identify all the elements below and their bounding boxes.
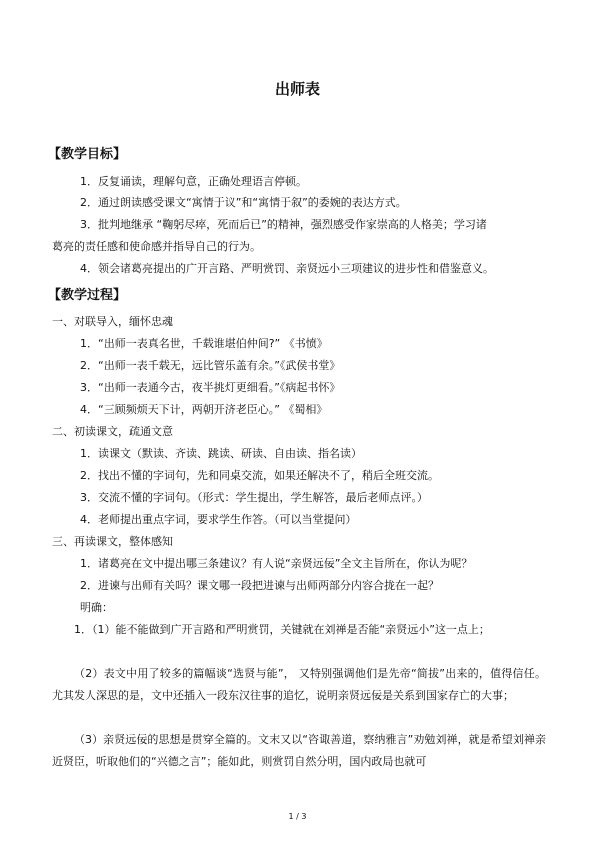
section-heading-goals: 【教学目标】 [48, 147, 127, 162]
goal-item: 2．通过朗读感受课文“寓情于议”和“寓情于叙”的委婉的表达方式。 [80, 196, 407, 209]
goal-item: 4．领会诸葛亮提出的广开言路、严明赏罚、亲贤远小三项建议的进步性和借鉴意义。 [80, 262, 494, 275]
couplet-item: 4．“三顾频烦天下计，两朝开济老臣心。” 《蜀相》 [80, 403, 328, 416]
clarify-label: 明确： [80, 601, 113, 614]
answer-paragraph: （2）表文中用了较多的篇幅谈“选贤与能”， 又特别强调他们是先帝“简拔”出来的，值得信任。尤其发人深思的是，文中还插入一段东汉往事的追忆，说明亲贤远佞是关系到国家存亡的大事； [52, 667, 546, 702]
reading-item: 4．老师提出重点字词，要求学生作答。（可以当堂提问） [80, 513, 357, 526]
section-heading-process: 【教学过程】 [48, 288, 127, 303]
page-number: 1 / 3 [288, 812, 307, 821]
reading-item: 2．找出不懂的字词句，先和同桌交流，如果还解决不了，稍后全班交流。 [80, 469, 439, 482]
goal-item: 1．反复诵读，理解句意，正确处理语言停顿。 [80, 175, 307, 188]
goal-item-continuation: 葛亮的责任感和使命感并指导自己的行为。 [52, 240, 261, 253]
question-item: 1．诸葛亮在文中提出哪三条建议？有人说“亲贤远佞”全文主旨所在，你认为呢？ [80, 557, 473, 570]
answer-paragraph: 1．（1）能不能做到广开言路和严明赏罚，关键就在刘禅是否能“亲贤远小”这一点上； [74, 623, 490, 636]
couplet-item: 2．“出师一表千载无，远比管乐盖有余。”《武侯书堂》 [80, 359, 341, 372]
couplet-item: 3．“出师一表通今古，夜半挑灯更细看。”《病起书怀》 [80, 381, 341, 394]
reading-item: 1．读课文（默读、齐读、跳读、研读、自由读、指名读） [80, 447, 362, 460]
part-title: 二、初读课文，疏通文意 [52, 425, 173, 438]
couplet-item: 1．“出师一表真名世，千载谁堪伯仲间?” 《书愤》 [80, 337, 328, 350]
goal-item: 3．批判地继承 “鞠躬尽瘁，死而后已”的精神，强烈感受作家崇高的人格美；学习诸 [80, 218, 487, 231]
question-item: 2．进谏与出师有关吗？课文哪一段把进谏与出师两部分内容合拢在一起？ [80, 579, 439, 592]
page-title: 出师表 [274, 80, 320, 98]
answer-paragraph: （3）亲贤远佞的思想是贯穿全篇的。文末又以“咨诹善道，察纳雅言”劝勉刘禅，就是希望刘禅亲近贤臣，听取他们的“兴德之言”；能如此，则赏罚自然分明，国内政局也就可 [52, 733, 546, 768]
reading-item: 3．交流不懂的字词句。（形式：学生提出，学生解答，最后老师点评。） [80, 491, 428, 504]
part-title: 三、再读课文，整体感知 [52, 535, 173, 548]
part-title: 一、对联导入，缅怀忠魂 [52, 315, 173, 328]
